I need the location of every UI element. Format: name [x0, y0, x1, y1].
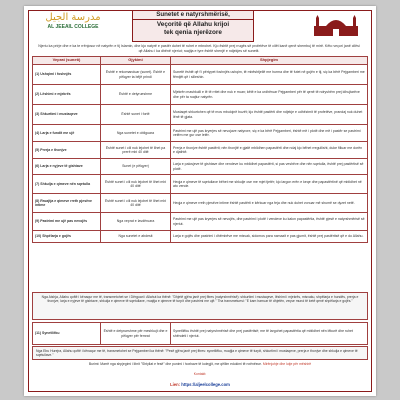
row-explanation: Mustaqet shkurtohen që të mos mbulojnë buzët; kjo është pastërti dhe ndjekje e udhëzimit të profetëve, prandaj nuk duhet lënë të gjata. [171, 105, 368, 125]
page-title-box [132, 10, 254, 42]
row-act: (1) Ushqimi i foshnjës [33, 65, 101, 85]
row-ruling: Është sunet i cili nuk lejohet të lihet mbi 40 ditë [101, 194, 171, 213]
link-label: Lien: [170, 382, 181, 387]
table-row [33, 125, 368, 142]
document-page [24, 6, 376, 396]
school-logo [34, 12, 112, 42]
footer-source [36, 362, 364, 367]
row-ruling: Nga sunetet e abdesit [101, 231, 171, 243]
row-explanation: Heqja e qimeve rreth pjesëve intime është pastërti e kërkuar nga feja dhe nuk duhet vonuar më shumë se dyzet netë. [171, 194, 368, 213]
row-ruling: Është e rekomanduar (sunet). Është e pëlqyer ta bëjë prindi [101, 65, 171, 85]
intro-text: Njeriu ka prirje dhe e ka te rrënjosur në natyrën e tij Islamin, dhe kjo natyrë e pastër duhet të ruhet e mbrohet. Kjo është prej rrugës së profetëve të cilët kanë qenë shembuj të mirë. Këto veçori janë cilësi që Allahu i ka dhënë njeriut; ruajtja e tyre është shenjë e ndjekjes së sunetit. [38, 44, 360, 53]
header-vepra: Veprat (sunetì) [33, 57, 101, 65]
table-row [33, 142, 368, 159]
table-row [33, 323, 368, 345]
row-ruling: Është e detyrueshme për meshkujt dhe e pëlqyer për femrat [101, 323, 171, 345]
row-ruling: Është e detyrueshme [101, 85, 171, 105]
page-title [133, 20, 253, 37]
logo-arabic-text: مدرسة الجيل [45, 12, 101, 23]
table-header-row [33, 57, 368, 65]
row-act: (4) Larja e fundit me ujë [33, 125, 101, 142]
row-explanation: Prerja e thonjve është pastërti; nën thonjtë e gjatë mblidhen papastërti dhe ndaj kjo bëhet rregullisht, duke filluar me dorën e djathtë. [171, 142, 368, 159]
row-act: (2) Lëshimi e mjekrës [33, 85, 101, 105]
row-act: (3) Shkurtimi i mustaqeve [33, 105, 101, 125]
footer-source-text: Burimi: Marrë nga shpjegimi i librit "Shtyllat e fesë" dhe punimi i hoxhave të kolegjit, me qëllim edukimi të nxënësve. [88, 362, 262, 366]
row-act: (8) Rruajtja e qimeve rreth pjesëve intime [33, 194, 101, 213]
row-act: (11) Synetllëku [33, 323, 101, 345]
row-explanation: Mjekrën mashkulli e lë të rritet dhe nuk e rruan; këtë e ka urdhëruar Pejgamberi për të qenë të ndryshëm prej idhujtarëve dhe për ta ruajtur natyrën. [171, 85, 368, 105]
row-explanation: Larja e palosjeve të gishtave dhe vendeve ku mblidhet papastërti, si pas veshëve dhe nën sqetulla, është prej pastërtisë së plotë. [171, 159, 368, 175]
footer-source-highlight: Mirënjohje dhe lutje për mëshirë [262, 362, 312, 366]
table-row [33, 175, 368, 194]
logo-subtitle: AL JEEAIL COLLEGE [47, 24, 99, 30]
mosque-logo-icon [308, 14, 364, 38]
header-shpjegim: Shpjegim [171, 57, 368, 65]
table-row [33, 231, 368, 243]
row-explanation: Larja e gojës dhe pastrimi i dhëmbëve me misvak, sidomos para namazit e pas gjumit, është prej pastërtisë që e do Allahu. [171, 231, 368, 243]
row-ruling: Sunet (e pëlqyer) [101, 159, 171, 175]
row-explanation: Pastrimi me ujë pas kryerjes së nevojës, dhe pastrimi i plotë i vendeve ku kalon papastërtia, është pjesë e natyrshmërisë së njeriut. [171, 213, 368, 231]
row-ruling: Është sunet i fortë [101, 105, 171, 125]
hadith-note-2: Nga Ebu Hurejra, Allahu qoftë i kënaqur me të, transmetohet se Pejgamberi ka thënë: "Pesë gjëra janë prej fitres: synetllëku, rruajtja e qimeve të turpit, shkurtimi i mustaqeve, prerja e thonjve dhe shkulja e qimeve të sqetullave." [32, 346, 368, 360]
table-row [33, 65, 368, 85]
row-explanation: Pastrimi me ujë pas kryerjes së nevojave natyrore, siç e ka bërë Pejgamberi, është më i plotë dhe më i pastër se pastrimi vetëm me gur ose letër. [171, 125, 368, 142]
table-row [33, 85, 368, 105]
title-top-line: Sunetet e natyrshmërisë, [133, 11, 253, 20]
row-act: (9) Pastrimi me ujë pas nevojës [33, 213, 101, 231]
title-line-2: tek qenia njerëzore [164, 29, 222, 36]
table-row [33, 105, 368, 125]
sunnah-table [32, 56, 368, 243]
title-line-1: Veçoritë që Allahu krijoi [156, 21, 230, 28]
footer-link [24, 382, 376, 387]
row-act: (5) Prerja e thonjve [33, 142, 101, 159]
footer-contact: Kontakt: [193, 372, 207, 376]
row-explanation: Synetllëku është prej natyrshmërisë dhe prej pastërtisë; me të largohet papastërtia që mblidhet nën lëkurë dhe ruhet shëndeti i njeriut. [171, 323, 368, 345]
row-ruling: Është sunet i cili nuk lejohet të lihet pa prerë mbi 40 ditë [101, 142, 171, 159]
row-ruling: Është sunet i cili nuk lejohet të lihet mbi 40 ditë [101, 175, 171, 194]
table-row [33, 159, 368, 175]
extra-table [32, 322, 368, 345]
website-link[interactable]: https://aljeelcollege.com [181, 382, 230, 387]
row-explanation: Heqja e qimeve të sqetullave bëhet me shkulje ose me mjet tjetër; kjo largon erën e keqe dhe papastërtinë që mblidhet në ato vende. [171, 175, 368, 194]
row-act: (7) Shkulja e qimeve nën sqetulla [33, 175, 101, 194]
table-row [33, 194, 368, 213]
header-gjykimi: Gjykimi [101, 57, 171, 65]
row-ruling: Nga veprat e lavdëruara [101, 213, 171, 231]
row-act: (10) Shpëlarja e gojës [33, 231, 101, 243]
row-explanation: Sunetë është që t'i përtypet foshnjës ushqim, të mbështjellë me hurma dhe të futet në gojën e tij, siç ka bërë Pejgamberi me fëmijët që i silleshin. [171, 65, 368, 85]
row-ruling: Nga sunetet e obliguara [101, 125, 171, 142]
hadith-note: Nga Aishja, Allahu qoftë i kënaqur me të, transmetohet se i Dërguari i Allahut ka thënë: "Dhjetë gjëra janë prej fitres (natyrshmërisë): shkurtimi i mustaqeve, lëshimi i mjekrës, misvaku, shpëlarja e hundës, prerja e thonjve, larja e nyjeve të gishtave, shkulja e qimeve të sqetullave, rruajtja e qimeve të turpit dhe pastrimi me ujë." Tha transmetuesi: "E kam harruar të dhjetën, veçse mund të ketë qenë shpëlarja e gojës." [32, 292, 368, 320]
row-act: (6) Larja e nyjeve të gishtave [33, 159, 101, 175]
table-row [33, 213, 368, 231]
